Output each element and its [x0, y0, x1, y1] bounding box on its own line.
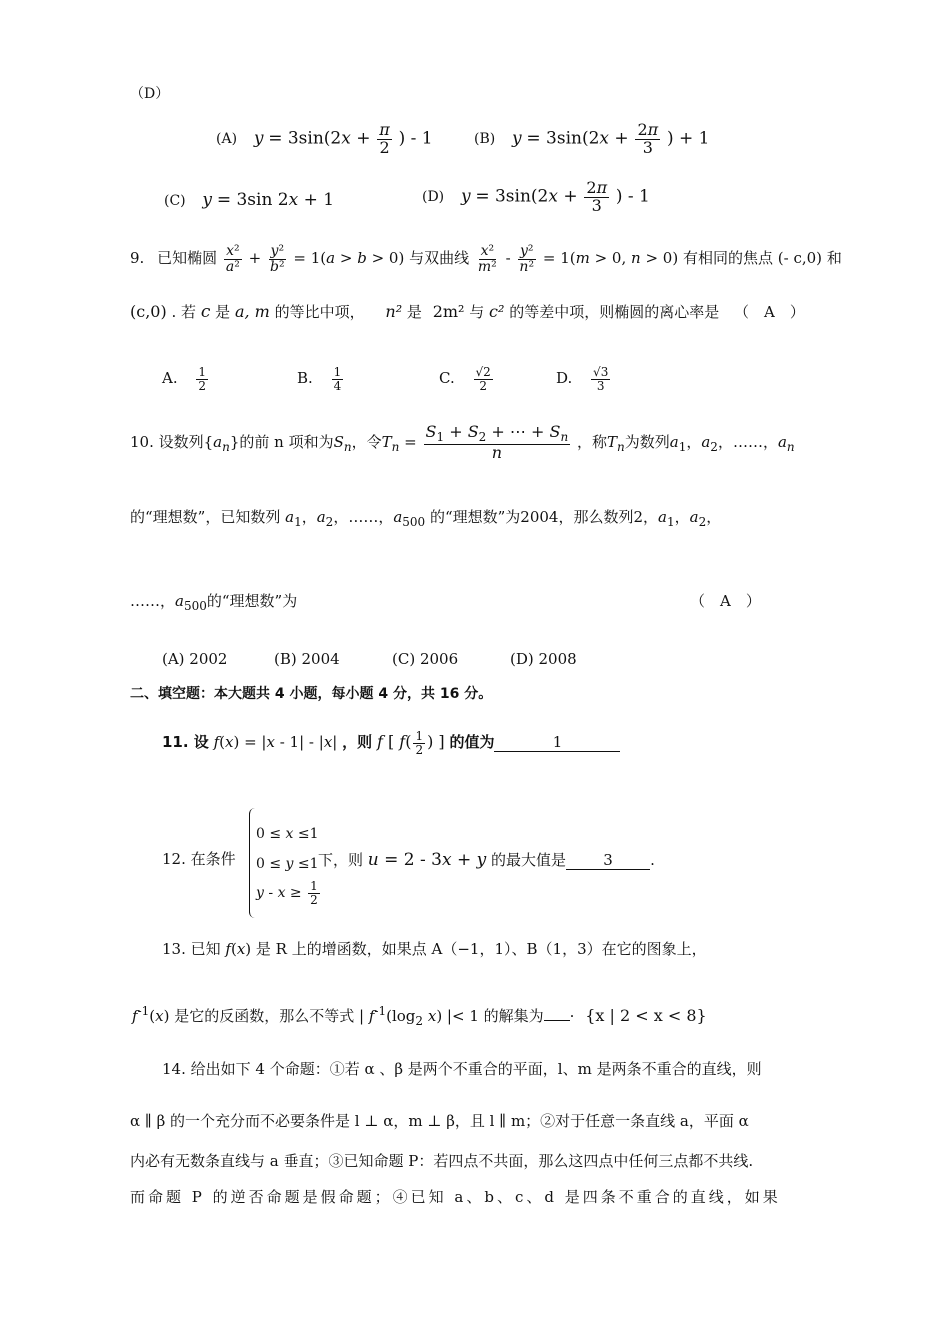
q10-option-c: (C) 2006 — [392, 650, 459, 668]
q10-answer: （ A ） — [690, 592, 761, 610]
q12-mid: 下，则 — [318, 851, 364, 869]
q9-option-c: C. $\frac{√2}{2}$ — [439, 365, 491, 393]
q9-option-b-label: B. — [297, 369, 313, 388]
q12-answer: 3 — [566, 851, 650, 870]
q13-line1: 13. 已知 f(x) 是 R 上的增函数，如果点 A（−1，1）、B（1，3）在它的图象上， — [162, 940, 707, 958]
q10-option-a: (A) 2002 — [162, 650, 228, 668]
q9-text6: 是 — [215, 303, 231, 321]
q13-suffix: 的解集为 — [483, 1007, 544, 1025]
q11-prefix: 11. 设 — [162, 733, 209, 752]
q9-text8: 是 — [406, 303, 422, 321]
q9-option-d-label: D. — [556, 369, 573, 388]
q9-text3: 有相同的焦点 — [682, 249, 773, 268]
q12-end: . — [650, 851, 655, 869]
q9-c2: c² — [489, 302, 505, 321]
q9-am: a, m — [234, 302, 270, 321]
q8-option-a-label: (A) — [216, 131, 238, 148]
q9-line2 — [130, 302, 805, 322]
q9-line1: 9. 已知椭圆 $\frac{\text{x²}}{\text{a²}}$ + $\frac{\text{y²}}{\text{b²}}$ = 1(a > b > 0) 与双曲线 $\frac{\text{x²}}{\text{m²}}$ - $\frac{\text{y²}}{\text{n²}}$ = 1(m > 0, n > 0) 有相同的焦点 (- c,0) 和 — [130, 243, 842, 275]
section-heading: 二、填空题：本大题共 4 小题，每小题 4 分，共 16 分。 — [130, 686, 493, 702]
q9-focus1: (- c,0) — [777, 249, 823, 268]
q11: 11. 设 f(x) = |x - 1| - |x| ，则 f [ f( $\frac{1}{2}$ ) ] 的值为 1 — [162, 730, 620, 756]
q13-line2: $f^{-1}(x)$ 是它的反函数，那么不等式 | $f^{-1}(\log_2$ x) |< 1 的解集为 · {x | 2 < x < 8} — [132, 1004, 707, 1028]
q14-line1: 14. 给出如下 4 个命题：①若 α 、β 是两个不重合的平面，l、m 是两条不重合的直线，则 — [162, 1060, 762, 1078]
q9-option-d: D. $\frac{√3}{3}$ — [556, 365, 609, 393]
q14-line3: 内必有无数条直线与 a 垂直；③已知命题 P：若四点不共面，那么这四点中任何三点都不共线. — [130, 1152, 754, 1170]
q12-cond1: 0 ≤ x ≤1 — [256, 826, 319, 842]
q8-option-d: (D) y = 3sin(2x + $\frac{2\pi}{3}$ ) - 1 — [422, 178, 650, 215]
q8-option-a: (A) y = 3sin(2x + $\frac{\pi}{2}$ ) - 1 — [216, 120, 433, 157]
q11-suffix: 的值为 — [449, 733, 495, 752]
q10-option-d: (D) 2008 — [510, 650, 577, 668]
q8-option-d-label: (D) — [422, 189, 445, 206]
q9-text2: 与双曲线 — [409, 249, 470, 268]
q9-text5: . 若 — [171, 303, 197, 321]
q12-prefix: 12. 在条件 — [162, 850, 236, 868]
q9-option-a-label: A. — [162, 369, 178, 388]
q8-answer-label: （D） — [130, 86, 170, 102]
q13-answer: {x | 2 < x < 8} — [585, 1006, 707, 1025]
q9-text7: 的等比中项， — [274, 303, 365, 321]
q9-option-c-label: C. — [439, 369, 455, 388]
q9-option-b: B. $\frac{1}{4}$ — [297, 365, 342, 393]
q11-answer: 1 — [494, 733, 620, 752]
q14-line2: α ∥ β 的一个充分而不必要条件是 l ⊥ α，m ⊥ β，且 l ∥ m；②对于任意一条直线 a，平面 α — [130, 1112, 749, 1130]
q9-option-a: A. $\frac{1}{2}$ — [162, 365, 207, 393]
q8-option-b-label: (B) — [474, 131, 496, 148]
q14-line4: 而命题 P 的逆否命题是假命题；④已知 a、b、c、d 是四条不重合的直线，如果 — [130, 1188, 781, 1206]
q9-c: c — [200, 302, 211, 322]
q9-answer: （ A ） — [734, 303, 805, 321]
q9-2m2: 2m² — [432, 302, 465, 321]
q8-option-c-label: (C) — [164, 193, 186, 209]
q12-cond3: y - x ≥ $\frac{1}{2}$ — [256, 879, 318, 907]
q9-text9: 与 — [469, 303, 485, 321]
q10-line2: 的“理想数”，已知数列 $a_1$，$a_2$，……，$a_{500}$ 的“理想数”为2004，那么数列2，$a_1$，$a_2$， — [130, 508, 722, 529]
q12-cond2: 0 ≤ y ≤1 — [256, 856, 319, 872]
q9-focus2: (c,0) — [130, 302, 167, 321]
q12-suffix: 的最大值是 — [491, 851, 567, 869]
q8-option-c: (C) y = 3sin 2x + 1 — [164, 190, 335, 210]
q11-mid: ，则 — [342, 733, 373, 752]
q9-n2: n² — [385, 302, 403, 321]
q13-text: 是它的反函数，那么不等式 — [174, 1007, 355, 1025]
q9-text4: 和 — [826, 249, 842, 268]
q9-text10: 的等差中项，则椭圆的离心率是 — [509, 303, 720, 321]
q10-line1: 10. 设数列$\{a_n\}$的前 n 项和为$S_n$，令$T_n$ = $\frac{S_1 + S_2 + \cdots + S_n}{n}$ ，称$T_n$为数列$a_1$，$a_2$，……，$a_n$ — [130, 422, 795, 462]
q9-number: 9. — [130, 249, 145, 268]
q12-rest: 下，则 u = 2 - 3x + y 的最大值是 3 . — [318, 850, 655, 870]
q10-line3: ……，$a_{500}$的“理想数”为 — [130, 592, 298, 613]
q9-text1: 已知椭圆 — [157, 249, 218, 268]
q10-option-b: (B) 2004 — [274, 650, 340, 668]
q8-option-b: (B) y = 3sin(2x + $\frac{2\pi}{3}$ ) + 1 — [474, 120, 710, 157]
